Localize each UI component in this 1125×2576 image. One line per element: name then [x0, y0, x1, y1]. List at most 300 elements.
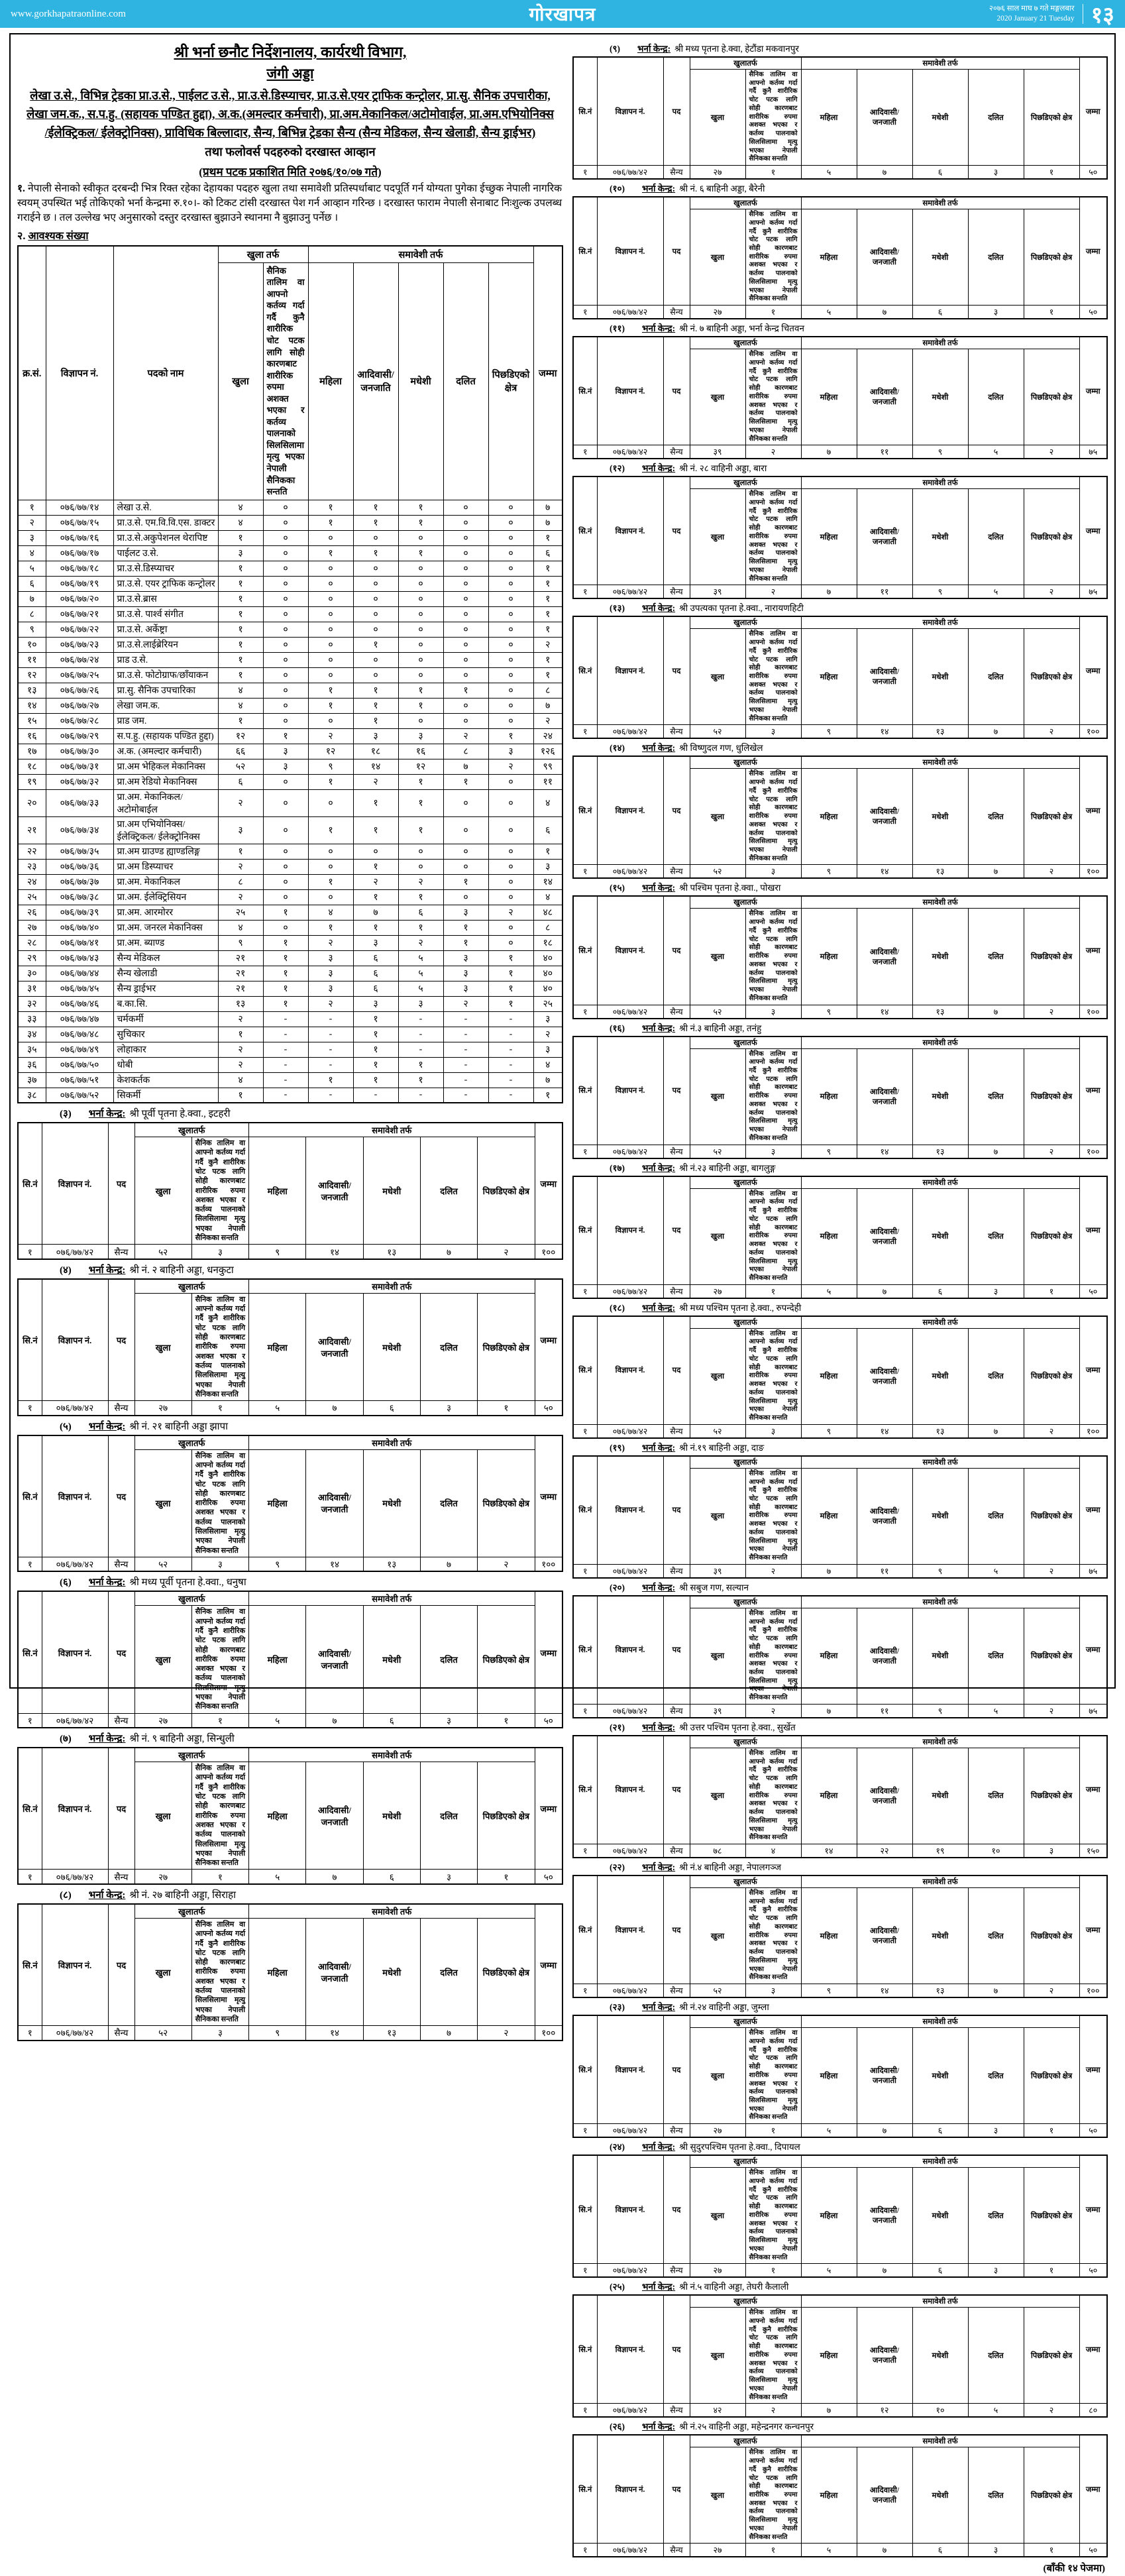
col-total: जम्मा: [1079, 1036, 1107, 1145]
value-cell: सैन्य: [663, 1424, 690, 1438]
value-cell: १००: [1079, 1424, 1107, 1438]
intro-paragraph: [17, 182, 562, 225]
col-dalit: दलित: [968, 1468, 1024, 1564]
value-cell: -: [308, 1057, 353, 1072]
value-cell: सैन्य: [663, 1844, 690, 1858]
value-cell: ०: [308, 667, 353, 683]
value-cell: ३: [968, 1284, 1024, 1298]
post-name-cell: प्रा.अम. ईलेक्ट्रिसियन: [113, 889, 218, 905]
col-madhesi: मधेशी: [363, 1762, 420, 1870]
center-number: (८): [60, 1889, 72, 1901]
col-madhesi: मधेशी: [912, 1328, 968, 1424]
main-table-body: [18, 500, 562, 1103]
value-cell: ५: [801, 306, 857, 319]
value-cell: ५: [249, 1713, 306, 1728]
value-cell: -: [308, 1027, 353, 1042]
value-cell: २३: [18, 859, 46, 874]
center-label: भर्ना केन्द्र:: [642, 2282, 676, 2292]
value-cell: २: [745, 1704, 801, 1718]
value-cell: २: [533, 1027, 562, 1042]
post-name-cell: अ.क. (अमल्दार कर्मचारी): [113, 744, 218, 759]
col-backward: पिछडिएको क्षेत्र: [1024, 1888, 1079, 1984]
value-cell: ३: [1024, 1844, 1079, 1858]
col-dalit: दलित: [443, 262, 488, 500]
center-name: श्री सुदुरपश्चिम पृतना हे.क्वा., दिपायल: [679, 2142, 800, 2153]
post-name-cell: प्रा.अम. आरमोरर: [113, 905, 218, 920]
value-cell: ०: [443, 515, 488, 530]
value-cell: ४: [218, 500, 263, 515]
value-cell: ३५: [18, 1042, 46, 1057]
requirement-row: [18, 950, 562, 966]
center-label: भर्ना केन्द्र:: [642, 883, 676, 893]
requirement-row: [18, 728, 562, 744]
value-cell: २: [308, 935, 353, 950]
value-cell: ०: [308, 859, 353, 874]
value-cell: १: [398, 920, 443, 935]
center-quota-table: [572, 336, 1108, 459]
col-open-group: खुलातर्फ: [690, 1176, 801, 1189]
value-cell: ०: [398, 591, 443, 606]
requirement-row: [18, 789, 562, 816]
value-cell: ०७६/७७/४२: [597, 1704, 663, 1718]
col-open: खुला: [690, 629, 745, 725]
value-cell: १: [443, 774, 488, 789]
value-cell: १: [573, 865, 597, 879]
requirement-row: [18, 905, 562, 920]
value-cell: ७: [18, 591, 46, 606]
col-female: महिला: [249, 1293, 306, 1400]
col-dalit: दलित: [968, 2447, 1024, 2544]
value-cell: १: [218, 530, 263, 545]
col-condition: सैनिक तालिम वा आफ्नो कर्तव्य गर्दा गर्दै कुनै शारीरिक चोट पटक लागि सोही कारणबाट शारीरिक रुपमा अशक्त भएका र कर्तव्य पालनाको सिलसिलामा मृत्यु भएका नेपाली सैनिकका सन्तति: [745, 1328, 801, 1424]
value-cell: १: [218, 591, 263, 606]
value-cell: ५०: [1079, 1284, 1107, 1298]
col-total: जम्मा: [1079, 1456, 1107, 1565]
value-cell: ३: [745, 865, 801, 879]
post-name-cell: प्रा.सु. सैनिक उपचारिका: [113, 683, 218, 698]
recruitment-center-section: [572, 1162, 1108, 1299]
value-cell: ३: [533, 1011, 562, 1027]
value-cell: २: [533, 637, 562, 652]
value-cell: सैन्य: [108, 1245, 134, 1259]
value-cell: ३: [745, 1984, 801, 1998]
col-advert-no: विज्ञापन नं.: [597, 616, 663, 725]
value-cell: ०: [263, 622, 308, 637]
col-serial: सि.नं: [573, 2015, 597, 2124]
value-cell: ६: [363, 1870, 420, 1884]
center-name: श्री नं.४ बाहिनी अड्डा, नेपालगञ्ज: [679, 1862, 782, 1873]
post-name-cell: प्रा.उ.से. पार्श्व संगीत: [113, 606, 218, 622]
center-table-header: [573, 1316, 1107, 1425]
value-cell: ०: [353, 606, 398, 622]
value-cell: ११: [857, 1704, 912, 1718]
value-cell: ०७६/७७/४८: [46, 1027, 113, 1042]
value-cell: ०७६/७७/४२: [597, 1005, 663, 1019]
col-inclusive-group: समावेशी तर्फ: [801, 1736, 1079, 1748]
center-quota-table: [17, 1591, 563, 1728]
value-cell: ०: [353, 844, 398, 859]
value-cell: -: [398, 1027, 443, 1042]
center-name: श्री नं.३ बाहिनी अड्डा, तनंहु: [679, 1023, 762, 1033]
center-label: भर्ना केन्द्र:: [637, 44, 671, 54]
center-number: (६): [60, 1577, 72, 1589]
center-number: (१०): [610, 184, 625, 194]
col-inclusive-group: समावेशी तर्फ: [249, 1748, 535, 1762]
value-cell: ४: [218, 515, 263, 530]
value-cell: ७: [968, 725, 1024, 739]
col-open-group: खुलातर्फ: [134, 1591, 249, 1606]
value-cell: ५: [249, 1870, 306, 1884]
post-name-cell: प्रा.उ.से. फोटोग्राफ/छाँयाकन: [113, 667, 218, 683]
post-name-cell: प्रा.उ.से. एयर ट्राफिक कन्ट्रोलर: [113, 576, 218, 591]
value-cell: १: [353, 698, 398, 713]
value-cell: १: [308, 545, 353, 561]
value-cell: ७५: [1079, 445, 1107, 459]
value-cell: ६: [912, 2264, 968, 2278]
value-cell: ३: [18, 530, 46, 545]
post-name-cell: प्रा.अम एभियोनिक्स/ईलेक्ट्रिकल/ ईलेक्ट्रोनिक्स: [113, 816, 218, 844]
center-name: श्री नं.५ वाहिनी अड्डा, तेघरी कैलाली: [679, 2282, 789, 2292]
value-cell: ७: [306, 1713, 363, 1728]
col-dalit: दलित: [968, 2168, 1024, 2264]
value-cell: ९: [18, 622, 46, 637]
value-cell: ०: [308, 591, 353, 606]
value-cell: १: [488, 728, 533, 744]
value-cell: सैन्य: [663, 2124, 690, 2138]
col-backward: पिछडिएको क्षेत्र: [1024, 1188, 1079, 1284]
value-cell: ६: [363, 1401, 420, 1416]
post-name-cell: प्रा.अम. मेकानिकल: [113, 874, 218, 889]
col-condition: सैनिक तालिम वा आफ्नो कर्तव्य गर्दा गर्दै कुनै शारीरिक चोट पटक लागि सोही कारणबाट शारीरिक रुपमा अशक्त भएका र कर्तव्य पालनाको सिलसिलामा मृत्यु भएका नेपाली सैनिकका सन्तति: [745, 1888, 801, 1984]
col-adivasi: आदिवासी/ जनजाति: [353, 262, 398, 500]
col-total: जम्मा: [1079, 57, 1107, 166]
value-cell: ०७६/७७/५१: [46, 1072, 113, 1088]
value-cell: २: [1024, 1564, 1079, 1578]
value-cell: ७: [420, 1245, 477, 1259]
center-quota-table: [572, 2015, 1108, 2138]
center-name: श्री उपत्यका पृतना हे.क्वा., नारायणहिटी: [679, 603, 804, 614]
left-center-tables: [17, 1107, 563, 2041]
value-cell: ०: [443, 606, 488, 622]
col-post: पद: [108, 1435, 134, 1557]
col-advert-no: विज्ञापन नं.: [597, 337, 663, 445]
col-female: महिला: [801, 1188, 857, 1284]
center-quota-row: [573, 1844, 1107, 1858]
recruitment-center-section: [572, 1861, 1108, 1998]
center-quota-table: [17, 1278, 563, 1416]
value-cell: १: [263, 728, 308, 744]
value-cell: ०: [308, 530, 353, 545]
value-cell: ३: [968, 2264, 1024, 2278]
value-cell: १: [745, 1284, 801, 1298]
center-quota-table: [572, 1875, 1108, 1998]
value-cell: ०: [398, 859, 443, 874]
col-total: जम्मा: [1079, 756, 1107, 865]
col-dalit: दलित: [420, 1762, 477, 1870]
issue-date: [989, 4, 1083, 24]
center-quota-table: [572, 616, 1108, 739]
col-dalit: दलित: [420, 1293, 477, 1400]
value-cell: ०: [488, 789, 533, 816]
col-open-group: खुलातर्फ: [690, 57, 801, 70]
value-cell: ०७६/७७/४२: [42, 2026, 108, 2041]
value-cell: ०७६/७७/५०: [46, 1057, 113, 1072]
value-cell: ७: [533, 515, 562, 530]
value-cell: -: [443, 1042, 488, 1057]
center-label: भर्ना केन्द्र:: [642, 1302, 676, 1313]
center-quota-row: [573, 2404, 1107, 2418]
center-heading: [610, 462, 1108, 474]
value-cell: ४०: [533, 981, 562, 996]
requirement-row: [18, 774, 562, 789]
col-advert-no: विज्ञापन नं.: [42, 1591, 108, 1713]
value-cell: ४: [533, 789, 562, 816]
value-cell: ५: [398, 950, 443, 966]
value-cell: १४: [857, 1145, 912, 1158]
value-cell: ५०: [535, 1401, 562, 1416]
value-cell: १: [745, 2124, 801, 2138]
center-heading: [610, 182, 1108, 194]
value-cell: ०: [263, 859, 308, 874]
col-inclusive-group: समावेशी तर्फ: [801, 57, 1079, 70]
col-adivasi: आदिवासी/ जनजाती: [857, 349, 912, 445]
col-open-group: खुलातर्फ: [690, 1876, 801, 1888]
value-cell: ०७६/७७/१७: [46, 545, 113, 561]
recruitment-center-section: [572, 2141, 1108, 2278]
value-cell: १: [18, 1401, 42, 1416]
value-cell: २२: [857, 1844, 912, 1858]
col-post: पद: [663, 2155, 690, 2264]
recruitment-center-section: [572, 1721, 1108, 1858]
recruitment-center-section: [17, 1575, 563, 1728]
value-cell: ११: [18, 652, 46, 667]
center-name: श्री नं. २१ बाहिनी अड्डा झापा: [129, 1421, 228, 1432]
col-dalit: दलित: [420, 1918, 477, 2025]
recruitment-center-section: [572, 182, 1108, 319]
value-cell: ७: [420, 2026, 477, 2041]
col-serial: सि.नं: [573, 896, 597, 1005]
value-cell: ०: [443, 576, 488, 591]
value-cell: ०७६/७७/५२: [46, 1088, 113, 1103]
value-cell: ९: [308, 759, 353, 774]
value-cell: १: [353, 500, 398, 515]
value-cell: २: [745, 585, 801, 599]
value-cell: -: [443, 1027, 488, 1042]
col-total: जम्मा: [535, 1279, 562, 1401]
main-table-header: [18, 246, 562, 500]
value-cell: ५०: [1079, 2544, 1107, 2557]
center-heading: [610, 1302, 1108, 1314]
value-cell: १: [218, 713, 263, 728]
advert-title-block: [17, 41, 563, 179]
value-cell: -: [263, 1011, 308, 1027]
col-condition: सैनिक तालिम वा आफ्नो कर्तव्य गर्दा गर्दै कुनै शारीरिक चोट पटक लागि सोही कारणबाट शारीरिक रुपमा अशक्त भएका र कर्तव्य पालनाको सिलसिलामा मृत्यु भएका नेपाली सैनिकका सन्तति: [745, 70, 801, 166]
center-number: (११): [610, 323, 625, 334]
center-quota-row: [573, 166, 1107, 180]
col-serial: सि.नं: [573, 1036, 597, 1145]
col-open-group: खुलातर्फ: [690, 1596, 801, 1608]
value-cell: सैन्य: [663, 1145, 690, 1158]
col-open: खुला: [690, 1048, 745, 1145]
center-table-header: [573, 1876, 1107, 1984]
col-serial: सि.नं: [18, 1435, 42, 1557]
center-table-header: [573, 2295, 1107, 2404]
col-total: जम्मा: [1079, 1176, 1107, 1285]
value-cell: ०७६/७७/१८: [46, 561, 113, 576]
value-cell: १९: [18, 774, 46, 789]
value-cell: २: [488, 905, 533, 920]
col-open-group: खुलातर्फ: [134, 1123, 249, 1137]
value-cell: ८: [533, 683, 562, 698]
value-cell: १४: [857, 1984, 912, 1998]
value-cell: ८०: [1079, 2404, 1107, 2418]
requirement-row: [18, 1042, 562, 1057]
post-name-cell: प्रा.उ.से. एम.वि.वि.एस. डाक्टर: [113, 515, 218, 530]
value-cell: १: [18, 1557, 42, 1571]
value-cell: २: [398, 874, 443, 889]
value-cell: ११: [533, 774, 562, 789]
value-cell: १८: [18, 759, 46, 774]
value-cell: ०७६/७७/४२: [42, 1713, 108, 1728]
center-quota-row: [573, 585, 1107, 599]
value-cell: ३: [308, 966, 353, 981]
value-cell: ५: [801, 1284, 857, 1298]
value-cell: १३: [363, 2026, 420, 2041]
col-total: जम्मा: [533, 246, 562, 500]
value-cell: ४: [218, 1072, 263, 1088]
requirement-row: [18, 981, 562, 996]
requirement-row: [18, 1088, 562, 1103]
value-cell: ७: [801, 585, 857, 599]
value-cell: १: [533, 606, 562, 622]
col-total: जम्मा: [1079, 476, 1107, 585]
value-cell: ७: [533, 1072, 562, 1088]
center-table-header: [573, 756, 1107, 865]
col-backward: पिछडिएको क्षेत्र: [1024, 1328, 1079, 1424]
col-total: जम्मा: [535, 1748, 562, 1870]
value-cell: ०७६/७७/३६: [46, 859, 113, 874]
value-cell: ३३: [18, 1011, 46, 1027]
col-open-group: खुलातर्फ: [690, 337, 801, 349]
requirement-row: [18, 591, 562, 606]
value-cell: ५: [801, 166, 857, 180]
value-cell: ३: [968, 2124, 1024, 2138]
value-cell: १: [218, 561, 263, 576]
col-open: खुला: [690, 2168, 745, 2264]
center-number: (१४): [610, 743, 625, 754]
col-female: महिला: [801, 70, 857, 166]
col-open-group: खुलातर्फ: [690, 616, 801, 629]
value-cell: ३: [533, 1042, 562, 1057]
requirement-row: [18, 1072, 562, 1088]
value-cell: ०: [488, 606, 533, 622]
col-open: खुला: [134, 1293, 191, 1400]
col-advert-no: विज्ञापन नं.: [597, 1036, 663, 1145]
value-cell: ३: [353, 996, 398, 1011]
value-cell: -: [488, 1057, 533, 1072]
value-cell: १: [573, 306, 597, 319]
value-cell: २: [478, 2026, 535, 2041]
center-name: श्री मध्य पूर्वी पृतना हे.क्वा., धनुषा: [129, 1577, 246, 1589]
post-name-cell: प्राड जम.: [113, 713, 218, 728]
center-quota-table: [572, 2294, 1108, 2418]
value-cell: ६: [533, 545, 562, 561]
center-number: (२२): [610, 1862, 625, 1873]
col-condition: सैनिक तालिम वा आफ्नो कर्तव्य गर्दा गर्दै कुनै शारीरिक चोट पटक लागि सोही कारणबाट शारीरिक रुपमा अशक्त भएका र कर्तव्य पालनाको सिलसिलामा मृत्यु भएका नेपाली सैनिकका सन्तति: [191, 1137, 248, 1245]
value-cell: १: [263, 905, 308, 920]
value-cell: ३: [420, 1713, 477, 1728]
value-cell: १२६: [533, 744, 562, 759]
value-cell: सैन्य: [663, 1984, 690, 1998]
value-cell: १: [353, 545, 398, 561]
requirement-row: [18, 744, 562, 759]
value-cell: ०: [398, 576, 443, 591]
center-quota-table: [572, 56, 1108, 180]
col-backward: पिछडिएको क्षेत्र: [1024, 2308, 1079, 2404]
col-inclusive-group: समावेशी तर्फ: [801, 1876, 1079, 1888]
value-cell: २०: [18, 789, 46, 816]
value-cell: ३०: [18, 966, 46, 981]
value-cell: १३: [18, 683, 46, 698]
value-cell: ०७६/७७/२०: [46, 591, 113, 606]
col-open-group: खुलातर्फ: [690, 1036, 801, 1049]
col-post: पद: [663, 2295, 690, 2404]
value-cell: २४: [533, 728, 562, 744]
center-number: (७): [60, 1734, 72, 1745]
value-cell: ५: [18, 561, 46, 576]
value-cell: ०: [488, 698, 533, 713]
value-cell: ०७६/७७/२२: [46, 622, 113, 637]
center-label: भर्ना केन्द्र:: [642, 184, 676, 194]
value-cell: ४: [533, 1057, 562, 1072]
col-adivasi: आदिवासी/ जनजाती: [857, 1328, 912, 1424]
value-cell: ५२: [690, 1984, 745, 1998]
col-open: खुला: [690, 1888, 745, 1984]
center-heading: [610, 42, 1108, 54]
value-cell: ०: [263, 920, 308, 935]
col-dalit: दलित: [420, 1606, 477, 1713]
value-cell: १८: [533, 935, 562, 950]
col-serial: सि.नं: [573, 197, 597, 306]
value-cell: १: [263, 966, 308, 981]
value-cell: ०: [398, 561, 443, 576]
value-cell: २: [1024, 1704, 1079, 1718]
center-label: भर्ना केन्द्र:: [642, 1722, 676, 1732]
post-name-cell: स.प.हु. (सहायक पण्डित हुद्दा): [113, 728, 218, 744]
value-cell: ८: [533, 920, 562, 935]
value-cell: १००: [535, 2026, 562, 2041]
value-cell: ०: [353, 576, 398, 591]
value-cell: २: [1024, 1424, 1079, 1438]
value-cell: ६: [353, 981, 398, 996]
col-condition: सैनिक तालिम वा आफ्नो कर्तव्य गर्दा गर्दै कुनै शारीरिक चोट पटक लागि सोही कारणबाट शारीरिक रुपमा अशक्त भएका र कर्तव्य पालनाको सिलसिलामा मृत्यु भएका नेपाली सैनिकका सन्तति: [263, 262, 308, 500]
value-cell: ०: [443, 561, 488, 576]
value-cell: ४: [218, 683, 263, 698]
col-female: महिला: [801, 209, 857, 306]
value-cell: १: [398, 515, 443, 530]
value-cell: ५२: [134, 1557, 191, 1571]
value-cell: ७: [857, 306, 912, 319]
value-cell: १४: [533, 874, 562, 889]
post-name-cell: प्रा.अम ग्राउण्ड ह्याण्डलिङ्ग: [113, 844, 218, 859]
col-condition: सैनिक तालिम वा आफ्नो कर्तव्य गर्दा गर्दै कुनै शारीरिक चोट पटक लागि सोही कारणबाट शारीरिक रुपमा अशक्त भएका र कर्तव्य पालनाको सिलसिलामा मृत्यु भएका नेपाली सैनिकका सन्तति: [745, 2168, 801, 2264]
col-serial: सि.नं: [573, 616, 597, 725]
value-cell: ०७६/७७/३८: [46, 889, 113, 905]
value-cell: १: [308, 774, 353, 789]
col-backward: पिछडिएको क्षेत्र: [478, 1137, 535, 1245]
col-open: खुला: [134, 1762, 191, 1870]
value-cell: सैन्य: [663, 1564, 690, 1578]
